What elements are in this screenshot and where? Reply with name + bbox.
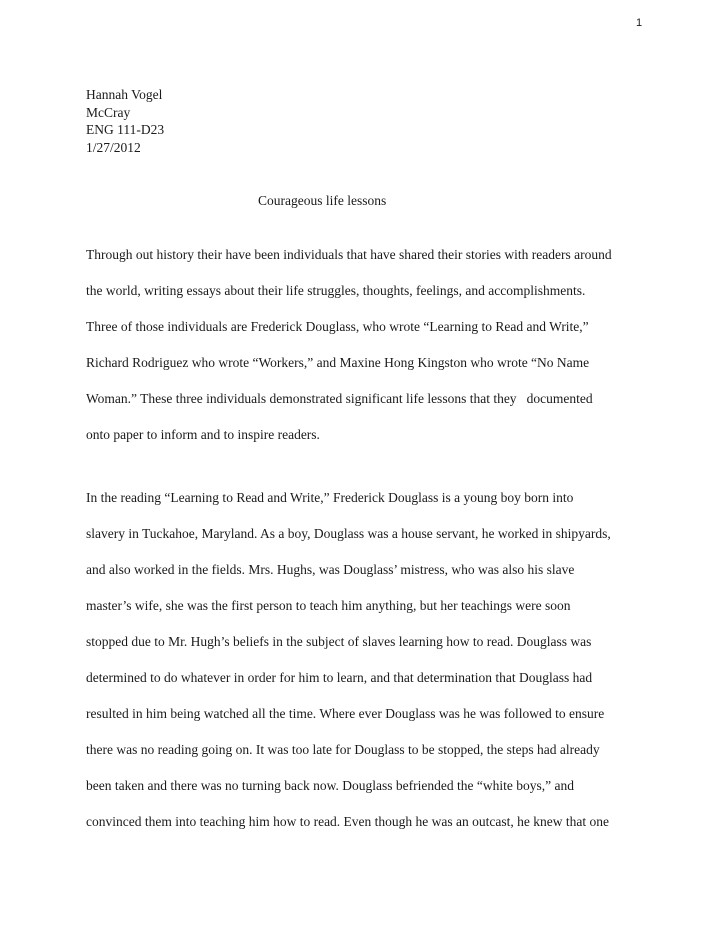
- paragraph-1-line: the world, writing essays about their life struggles, thoughts, feelings, and accomplishments.: [86, 283, 586, 298]
- essay-title: Courageous life lessons: [258, 193, 387, 208]
- paragraph-2-line: and also worked in the fields. Mrs. Hughs, was Douglass’ mistress, who was also his slave: [86, 562, 575, 577]
- heading-date: 1/27/2012: [86, 139, 141, 155]
- instructor-name: McCray: [86, 104, 131, 120]
- paragraph-2-line: convinced them into teaching him how to read. Even though he was an outcast, he knew that one: [86, 814, 609, 829]
- mla-heading: [86, 86, 164, 156]
- paragraph-2-line: In the reading “Learning to Read and Write,” Frederick Douglass is a young boy born into: [86, 490, 574, 505]
- paragraph-1-line: Richard Rodriguez who wrote “Workers,” and Maxine Hong Kingston who wrote “No Name: [86, 355, 590, 370]
- paragraph-2-line: master’s wife, she was the first person to teach him anything, but her teachings were soon: [86, 598, 571, 613]
- paragraph-2-line: determined to do whatever in order for him to learn, and that determination that Douglass had: [86, 670, 593, 685]
- paragraph-1-line: Through out history their have been individuals that have shared their stories with readers around: [86, 247, 612, 262]
- page-number: 1: [636, 17, 643, 29]
- paragraph-1-line: Woman.” These three individuals demonstrated significant life lessons that they documented: [86, 391, 593, 406]
- course-code: ENG 111-D23: [86, 122, 165, 137]
- paragraph-2-line: resulted in him being watched all the time. Where ever Douglass was he was followed to ensure: [86, 706, 605, 721]
- paragraph-1-line: onto paper to inform and to inspire readers.: [86, 427, 320, 442]
- paragraph-2-line: there was no reading going on. It was too late for Douglass to be stopped, the steps had already: [86, 742, 600, 757]
- paragraph-2-line: been taken and there was no turning back now. Douglass befriended the “white boys,” and: [86, 778, 574, 793]
- paragraph-2-line: slavery in Tuckahoe, Maryland. As a boy, Douglass was a house servant, he worked in shipyards,: [86, 526, 611, 541]
- student-name: Hannah Vogel: [86, 87, 163, 102]
- paragraph-1-line: Three of those individuals are Frederick Douglass, who wrote “Learning to Read and Write,”: [86, 319, 589, 334]
- paragraph-2-line: stopped due to Mr. Hugh’s beliefs in the subject of slaves learning how to read. Douglass was: [86, 634, 592, 649]
